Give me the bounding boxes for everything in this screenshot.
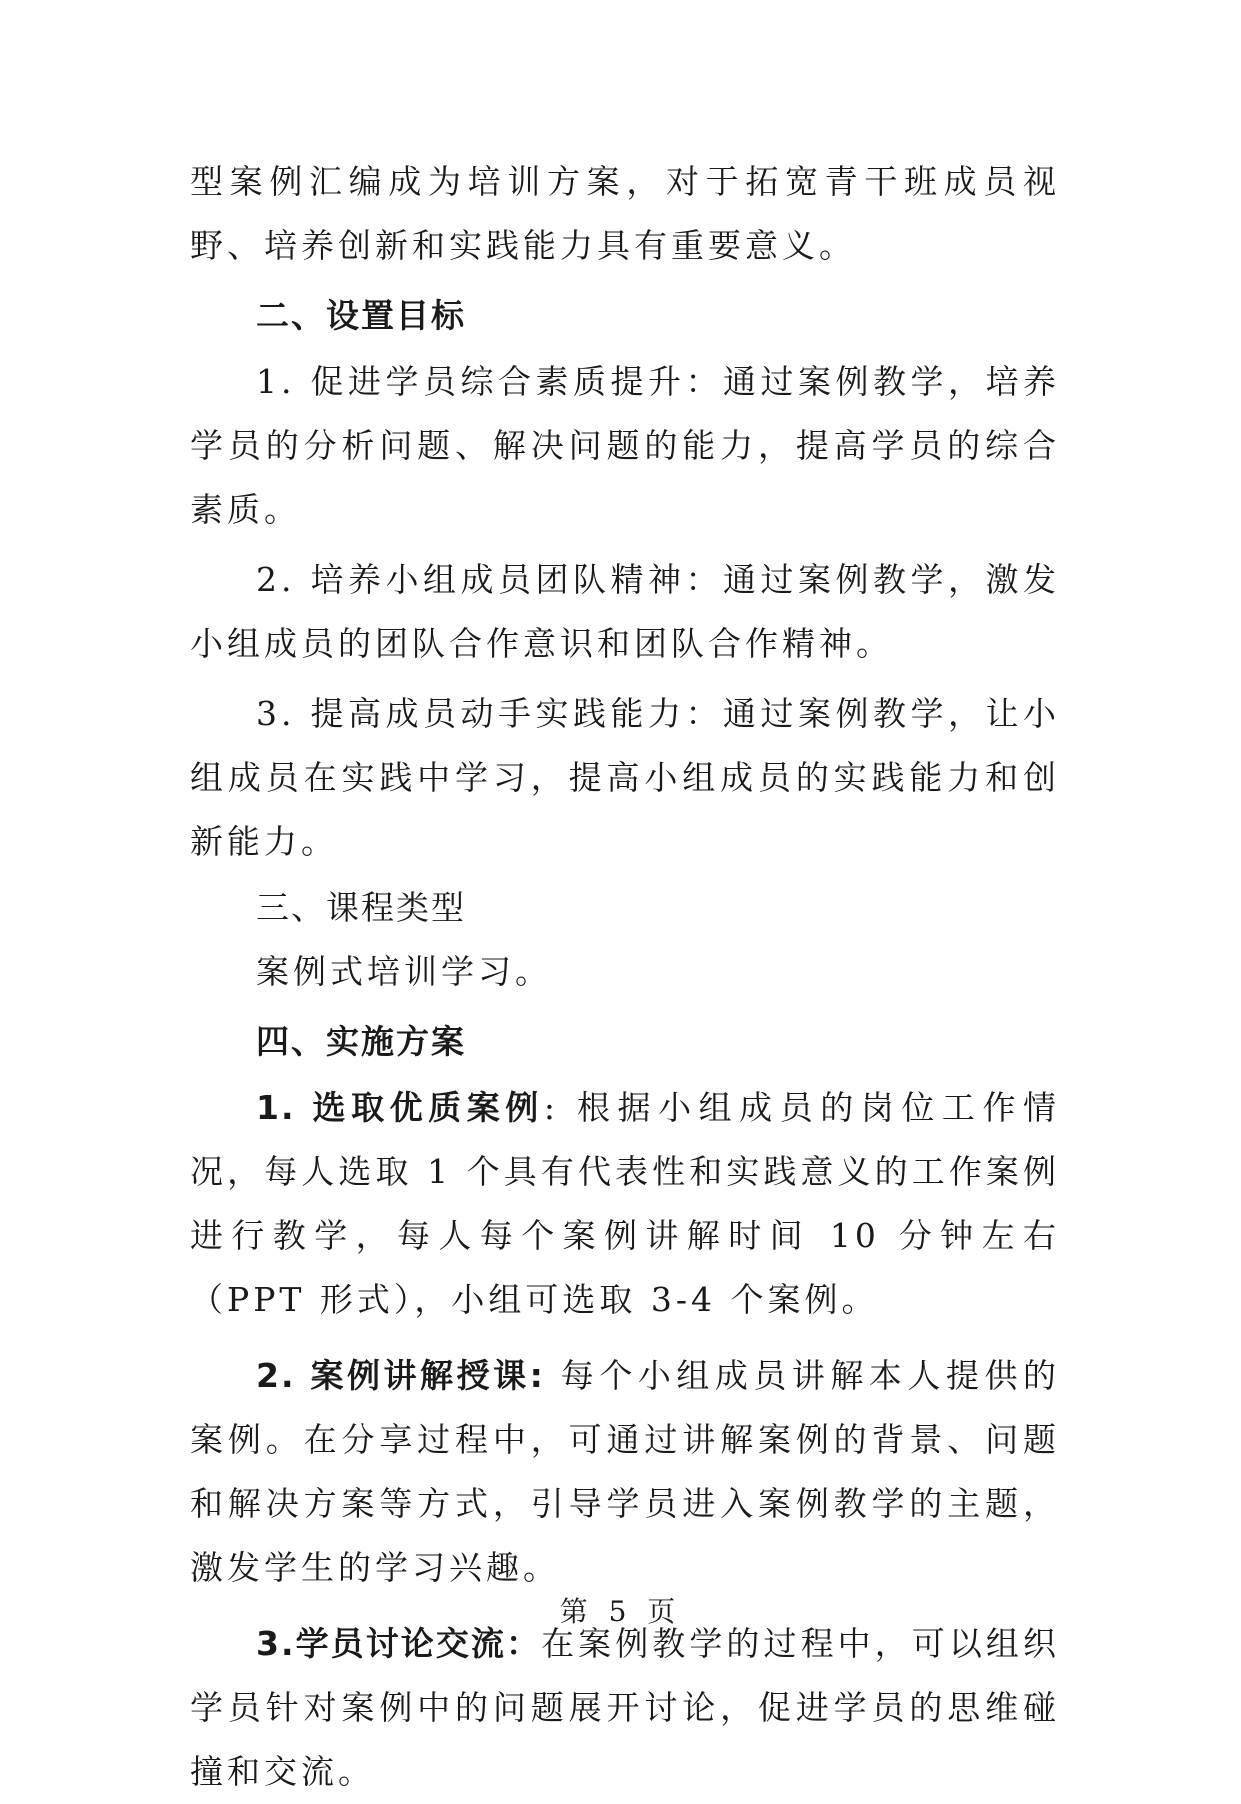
page-number: 第 5 页	[559, 1595, 682, 1628]
plan-item-3-text: 在案例教学的过程中，可以组织学员针对案例中的问题展开讨论，促进学员的思维碰撞和交流。	[190, 1624, 1061, 1791]
section-heading-course-type: 三、课程类型	[256, 888, 466, 927]
intro-paragraph: 型案例汇编成为培训方案，对于拓宽青干班成员视野、培养创新和实践能力具有重要意义。	[190, 162, 1060, 265]
plan-item-1-text: : 根据小组成员的岗位工作情况，每人选取 1 个具有代表性和实践意义的工作案例进行教学，每人每个案例讲解时间 10 分钟左右（PPT 形式），小组可选取 3-4 个案例。	[190, 1088, 1060, 1319]
section-heading-goals: 二、设置目标	[256, 296, 466, 335]
plan-item-3-lead: 3.学员讨论交流：	[256, 1624, 542, 1663]
goal-item-1: 1. 促进学员综合素质提升：通过案例教学，培养学员的分析问题、解决问题的能力，提高学员的综合素质。	[190, 362, 1060, 529]
plan-item-2-lead: 2. 案例讲解授课:	[256, 1356, 545, 1395]
goal-item-2: 2. 培养小组成员团队精神：通过案例教学，激发小组成员的团队合作意识和团队合作精神。	[190, 560, 1060, 663]
section-heading-plan: 四、实施方案	[256, 1022, 466, 1061]
plan-item-1-lead: 1. 选取优质案例	[256, 1088, 544, 1127]
plan-item-2	[190, 1344, 1060, 1600]
plan-item-3	[190, 1612, 1060, 1804]
plan-item-2-text: 每个小组成员讲解本人提供的案例。在分享过程中，可通过讲解案例的背景、问题和解决方案等方式，引导学员进入案例教学的主题，激发学生的学习兴趣。	[190, 1356, 1060, 1587]
goal-item-3: 3. 提高成员动手实践能力：通过案例教学，让小组成员在实践中学习，提高小组成员的实践能力和创新能力。	[190, 694, 1060, 861]
document-body	[190, 150, 1060, 1804]
plan-item-1	[190, 1076, 1060, 1332]
course-type-text: 案例式培训学习。	[256, 952, 552, 991]
